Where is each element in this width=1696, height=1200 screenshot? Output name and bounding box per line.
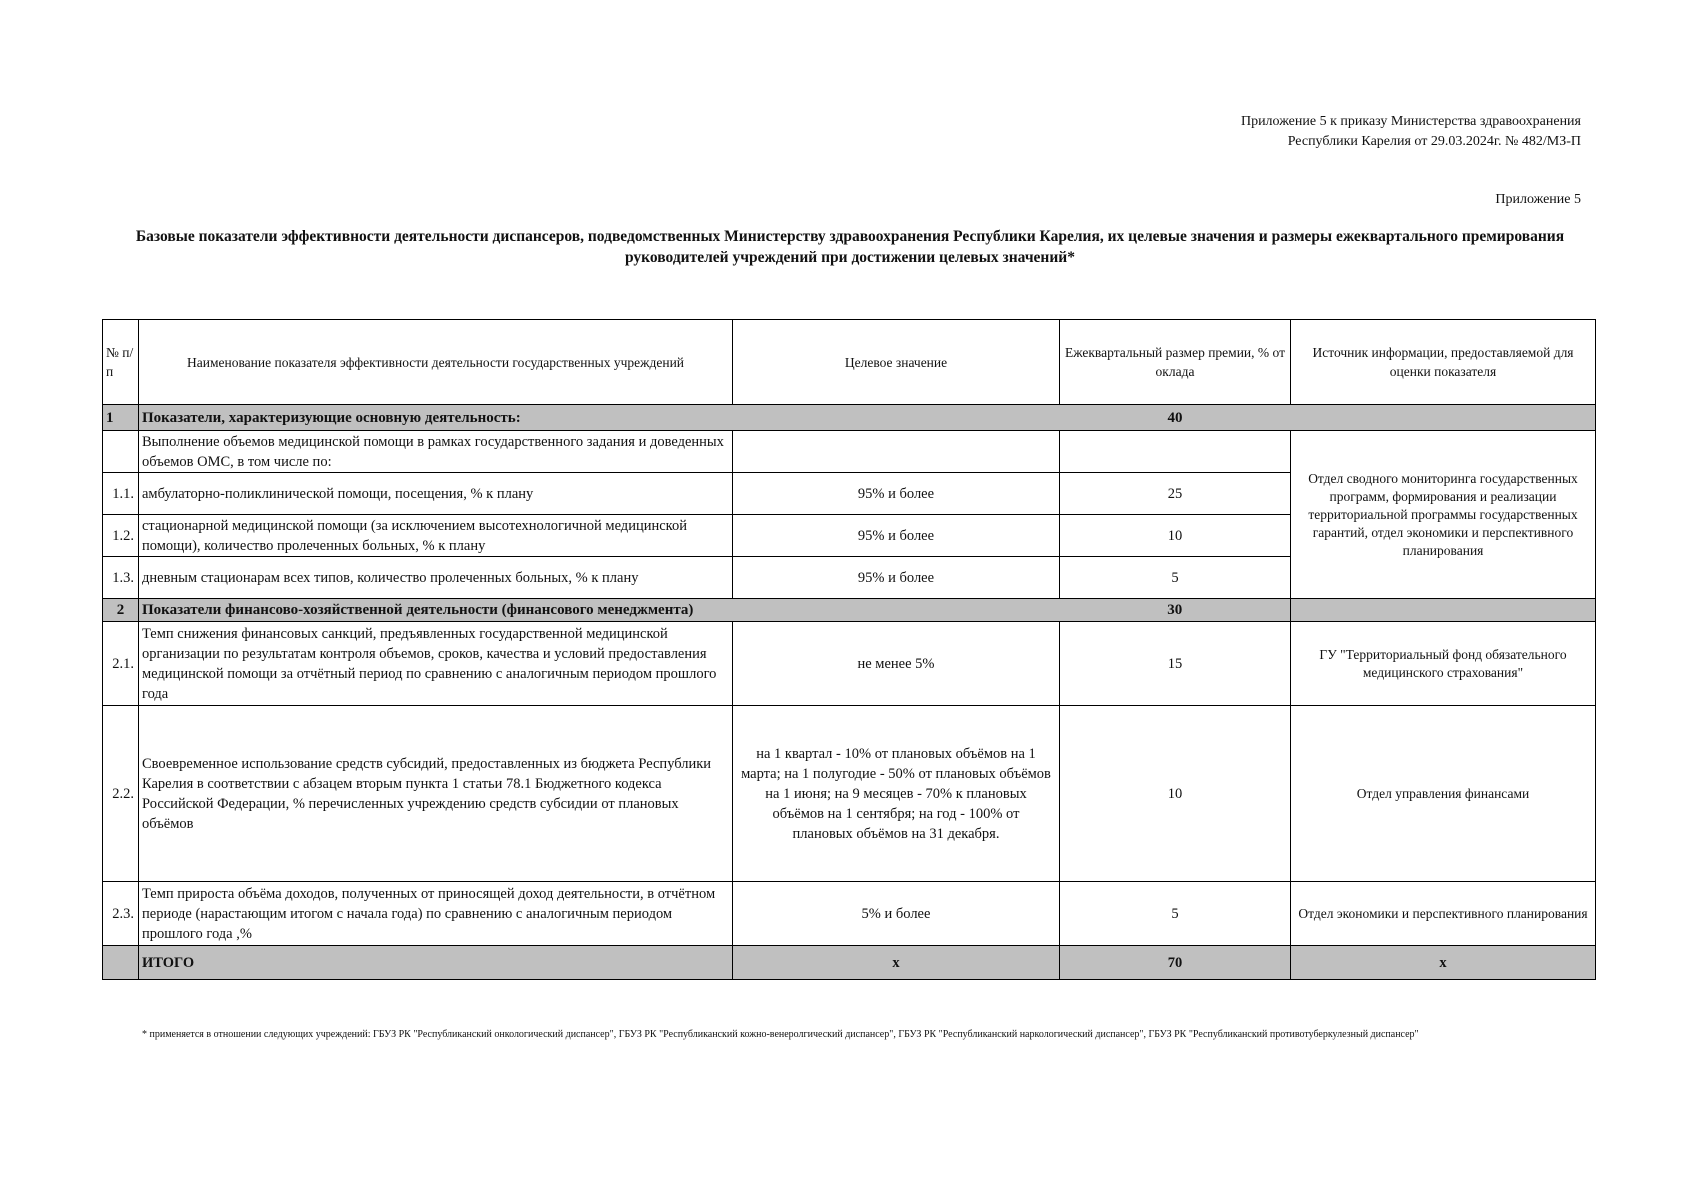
row-target: 5% и более — [733, 882, 1060, 946]
row-bonus: 10 — [1060, 706, 1291, 882]
table-row — [103, 431, 1596, 473]
table-row — [103, 622, 1596, 706]
empty-cell — [1060, 431, 1291, 473]
header-source: Источник информации, предоставляемой для оценки показателя — [1291, 320, 1596, 405]
section-row-2 — [103, 599, 1596, 622]
row-num: 2.1. — [103, 622, 139, 706]
row-source: Отдел сводного мониторинга государственных программ, формирования и реализации территориальной программы государственных гарантий, отдел экономики и перспективного планирования — [1291, 431, 1596, 599]
header-bonus: Ежеквартальный размер премии, % от оклада — [1060, 320, 1291, 405]
section-num: 2 — [103, 599, 139, 622]
section-title: Показатели, характеризующие основную деятельность: — [139, 405, 1060, 431]
row-target: 95% и более — [733, 557, 1060, 599]
row-num: 2.2. — [103, 706, 139, 882]
table-header-row — [103, 320, 1596, 405]
row-name: Своевременное использование средств субсидий, предоставленных из бюджета Республики Карелия в соответствии с абзацем вторым пункта 1 статьи 78.1 Бюджетного кодекса Российской Федерации, % перечисленных учреждению средств субсидии от плановых объёмов — [139, 706, 733, 882]
header-name: Наименование показателя эффективности деятельности государственных учреждений — [139, 320, 733, 405]
approval-line-2: Республики Карелия от 29.03.2024г. № 482/МЗ-П — [1287, 134, 1581, 149]
row-bonus: 5 — [1060, 557, 1291, 599]
appendix-label: Приложение 5 — [1495, 192, 1581, 207]
section-row-1 — [103, 405, 1596, 431]
indicators-table — [102, 319, 1596, 980]
approval-line-1: Приложение 5 к приказу Министерства здравоохранения — [1240, 114, 1581, 129]
row-bonus: 15 — [1060, 622, 1291, 706]
row-num: 1.3. — [103, 557, 139, 599]
total-bonus: 70 — [1060, 946, 1291, 980]
section-empty-cell — [1291, 599, 1596, 622]
row-name: Выполнение объемов медицинской помощи в рамках государственного задания и доведенных объемов ОМС, в том числе по: — [139, 431, 733, 473]
empty-cell — [103, 946, 139, 980]
section-empty-cell — [1291, 405, 1596, 431]
row-target: 95% и более — [733, 473, 1060, 515]
approval-note — [1241, 112, 1581, 152]
row-num: 2.3. — [103, 882, 139, 946]
total-target: х — [733, 946, 1060, 980]
row-name: Темп снижения финансовых санкций, предъявленных государственной медицинской организации по результатам контроля объемов, сроков, качества и условий предоставления медицинской помощи за отчётный период по сравнению с аналогичным периодом прошлого года — [139, 622, 733, 706]
row-bonus: 5 — [1060, 882, 1291, 946]
row-num: 1.2. — [103, 515, 139, 557]
total-row — [103, 946, 1596, 980]
document-title: Базовые показатели эффективности деятельности диспансеров, подведомственных Министерству здравоохранения Республики Карелия, их целевые значения и размеры ежеквартального премирования руководителей учреждений при достижении целевых значений* — [135, 228, 1565, 266]
section-num: 1 — [103, 405, 139, 431]
row-target: не менее 5% — [733, 622, 1060, 706]
row-name: Темп прироста объёма доходов, полученных от приносящей доход деятельности, в отчётном периоде (нарастающим итогом с начала года) по сравнению с аналогичным периодом прошлого года ,% — [139, 882, 733, 946]
row-name: амбулаторно-поликлинической помощи, посещения, % к плану — [139, 473, 733, 515]
table-row — [103, 706, 1596, 882]
row-name: стационарной медицинской помощи (за исключением высотехнологичной медицинской помощи), количество пролеченных больных, % к плану — [139, 515, 733, 557]
row-source: Отдел управления финансами — [1291, 706, 1596, 882]
section-bonus: 30 — [1060, 599, 1291, 622]
total-label: ИТОГО — [139, 946, 733, 980]
row-bonus: 25 — [1060, 473, 1291, 515]
empty-cell — [733, 431, 1060, 473]
table-row — [103, 882, 1596, 946]
row-source: Отдел экономики и перспективного планирования — [1291, 882, 1596, 946]
row-target: на 1 квартал - 10% от плановых объёмов на 1 марта; на 1 полугодие - 50% от плановых объёмов на 1 июня; на 9 месяцев - 70% к плановых объёмов на 1 сентября; на год - 100% от плановых объёмов на 31 декабря. — [733, 706, 1060, 882]
row-target: 95% и более — [733, 515, 1060, 557]
row-source: ГУ "Территориальный фонд обязательного медицинского страхования" — [1291, 622, 1596, 706]
header-num: № п/п — [103, 320, 139, 405]
footnote: * применяется в отношении следующих учреждений: ГБУЗ РК "Республиканский онкологический диспансер", ГБУЗ РК "Республиканский кожно-венеролгический диспансер", ГБУЗ РК "Республиканский наркологический диспансер", ГБУЗ РК "Республиканский противотуберкулезный диспансер" — [142, 1029, 1419, 1040]
row-num: 1.1. — [103, 473, 139, 515]
row-bonus: 10 — [1060, 515, 1291, 557]
section-title: Показатели финансово-хозяйственной деятельности (финансового менеджмента) — [139, 599, 1060, 622]
header-target: Целевое значение — [733, 320, 1060, 405]
empty-cell — [103, 431, 139, 473]
section-bonus: 40 — [1060, 405, 1291, 431]
total-source: х — [1291, 946, 1596, 980]
row-name: дневным стационарам всех типов, количество пролеченных больных, % к плану — [139, 557, 733, 599]
